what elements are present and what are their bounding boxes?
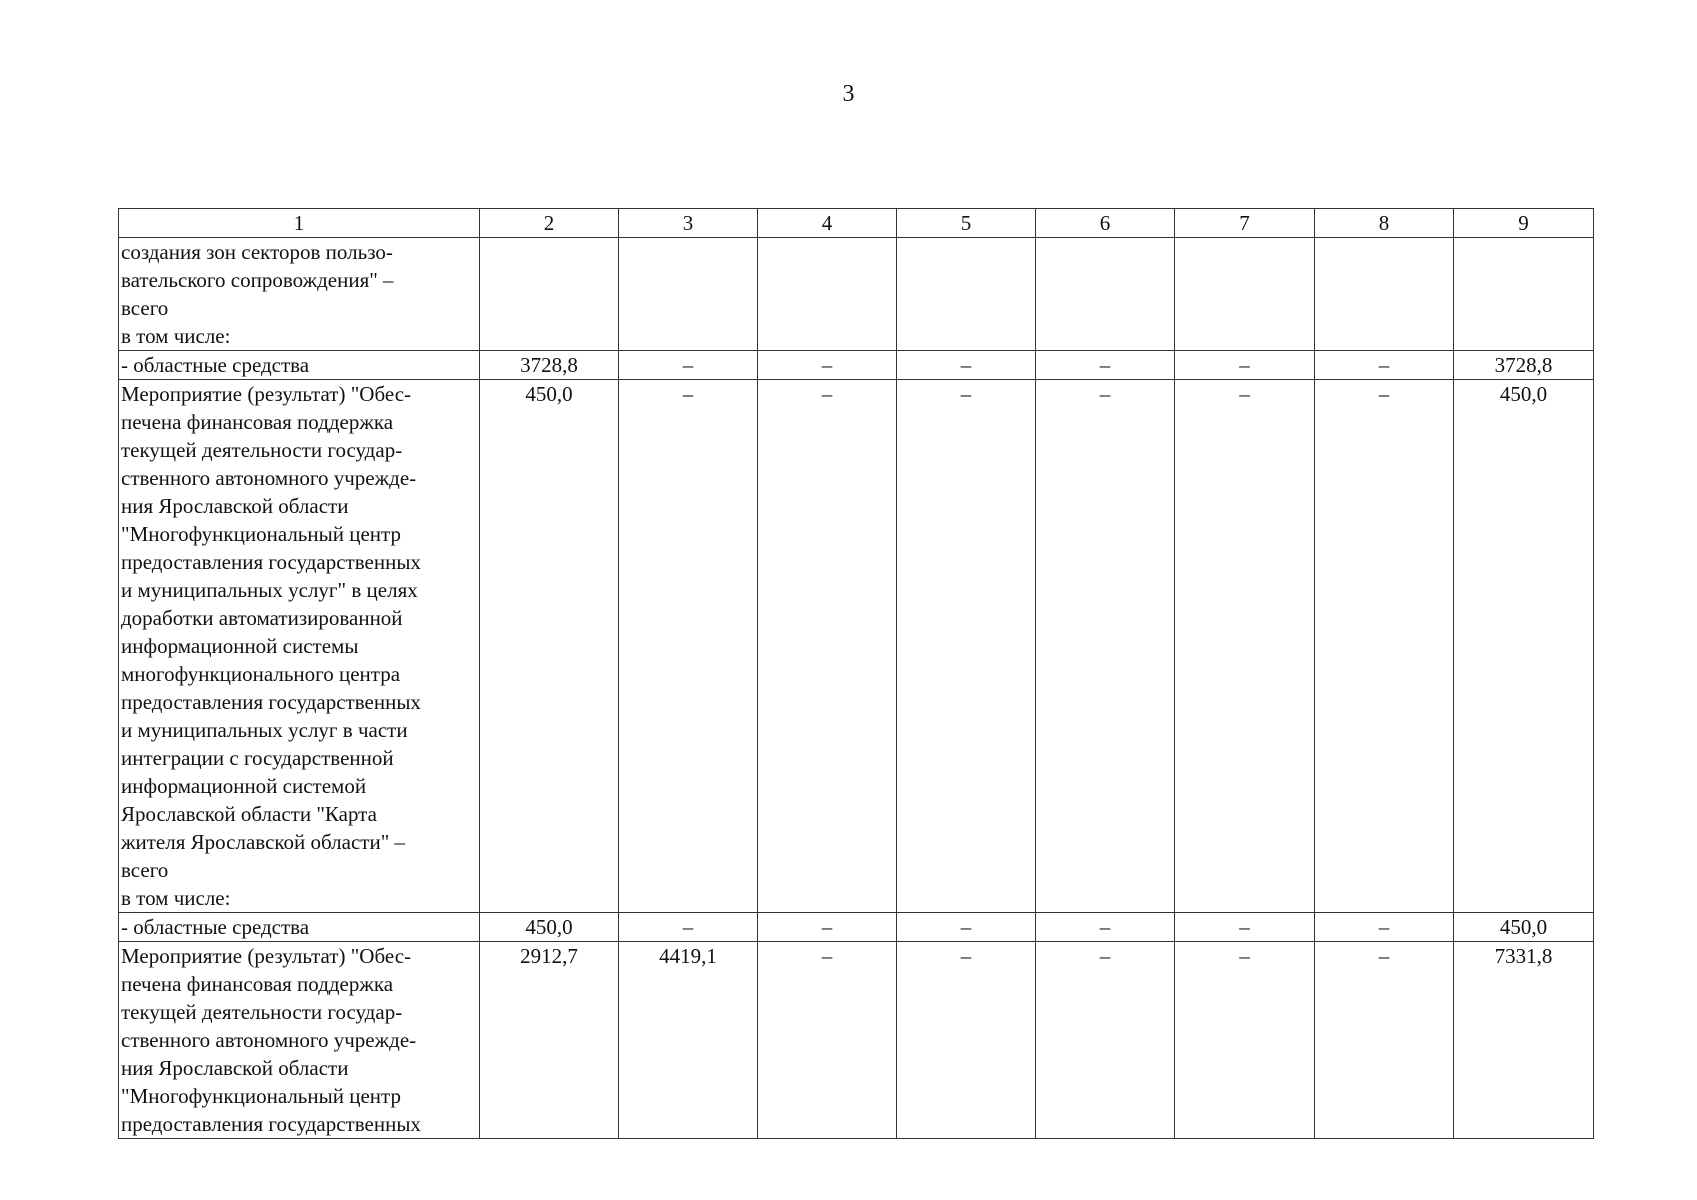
- table-cell: –: [1036, 913, 1175, 942]
- row-description: - областные средства: [119, 913, 480, 942]
- table-cell: 3728,8: [480, 351, 619, 380]
- row-description: создания зон секторов пользо- вательского сопровождения" – всего в том числе:: [119, 238, 480, 351]
- table-cell: –: [1036, 942, 1175, 1139]
- table-cell: –: [897, 942, 1036, 1139]
- table-cell: –: [1315, 913, 1454, 942]
- column-number: 6: [1036, 209, 1175, 238]
- table-cell: [619, 238, 758, 351]
- column-number: 2: [480, 209, 619, 238]
- column-number: 4: [758, 209, 897, 238]
- table-cell: –: [1175, 380, 1315, 913]
- table-cell: [480, 238, 619, 351]
- table-cell: [1454, 238, 1594, 351]
- table-cell: 450,0: [1454, 913, 1594, 942]
- table-cell: –: [758, 942, 897, 1139]
- table-cell: –: [758, 351, 897, 380]
- table-cell: 450,0: [480, 913, 619, 942]
- table-row: [119, 913, 1594, 942]
- table-cell: –: [897, 351, 1036, 380]
- column-number: 8: [1315, 209, 1454, 238]
- table-cell: –: [619, 913, 758, 942]
- row-description: - областные средства: [119, 351, 480, 380]
- table-cell: [1175, 238, 1315, 351]
- table-cell: 4419,1: [619, 942, 758, 1139]
- table-cell: –: [1315, 380, 1454, 913]
- table-cell: –: [1175, 913, 1315, 942]
- table-cell: 450,0: [480, 380, 619, 913]
- row-description: Мероприятие (результат) "Обес- печена финансовая поддержка текущей деятельности государ- ственного автономного учрежде- ния Ярославской области "Многофункциональный центр предоставления государственных и муниципальных услуг" в целях доработки автоматизированной информационной системы многофункционального центра предоставления государственных и муниципальных услуг в части интеграции с государственной информационной системой Ярославской области "Карта жителя Ярославской области" – всего в том числе:: [119, 380, 480, 913]
- table-cell: –: [897, 913, 1036, 942]
- budget-table: [118, 208, 1594, 1139]
- column-number: 7: [1175, 209, 1315, 238]
- table-cell: –: [758, 913, 897, 942]
- column-number: 3: [619, 209, 758, 238]
- table-cell: [897, 238, 1036, 351]
- table-cell: –: [1315, 942, 1454, 1139]
- column-number-row: [119, 209, 1594, 238]
- table-cell: –: [1315, 351, 1454, 380]
- page-number: 3: [842, 81, 855, 107]
- table-cell: [1315, 238, 1454, 351]
- column-number: 5: [897, 209, 1036, 238]
- table-cell: –: [1036, 380, 1175, 913]
- column-number: 9: [1454, 209, 1594, 238]
- table-row: [119, 942, 1594, 1139]
- table-cell: [1036, 238, 1175, 351]
- table-cell: –: [758, 380, 897, 913]
- table-cell: –: [1175, 351, 1315, 380]
- table-cell: –: [619, 351, 758, 380]
- row-description: Мероприятие (результат) "Обес- печена финансовая поддержка текущей деятельности государ- ственного автономного учрежде- ния Ярославской области "Многофункциональный центр предоставления государственных: [119, 942, 480, 1139]
- table-cell: 7331,8: [1454, 942, 1594, 1139]
- table-cell: –: [619, 380, 758, 913]
- table-cell: 450,0: [1454, 380, 1594, 913]
- table-cell: –: [897, 380, 1036, 913]
- table-row: [119, 380, 1594, 913]
- table-cell: [758, 238, 897, 351]
- table-row: [119, 351, 1594, 380]
- table-cell: –: [1036, 351, 1175, 380]
- column-number: 1: [119, 209, 480, 238]
- table-cell: 2912,7: [480, 942, 619, 1139]
- table-cell: –: [1175, 942, 1315, 1139]
- table-row: [119, 238, 1594, 351]
- table-cell: 3728,8: [1454, 351, 1594, 380]
